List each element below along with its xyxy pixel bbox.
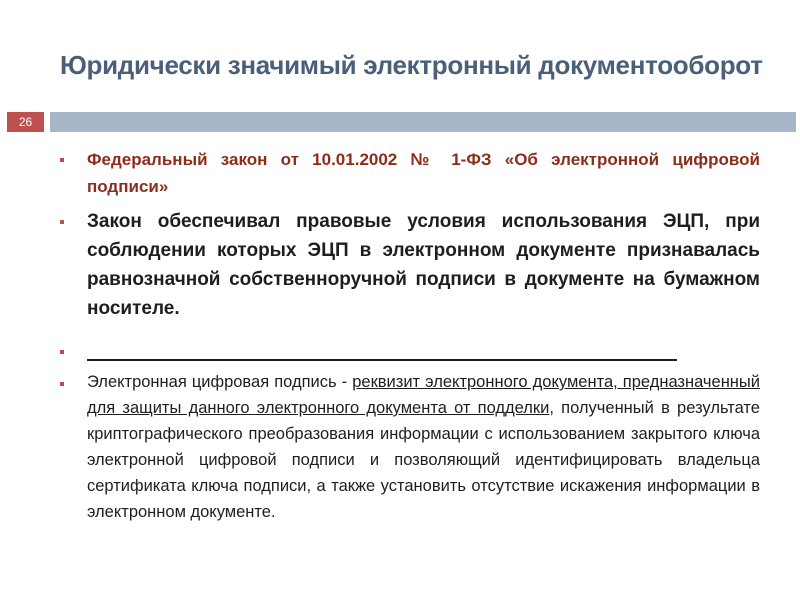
provision-text: Закон обеспечивал правовые условия использования ЭЦП, при соблюдении которых ЭЦП в электронном документе признавалась равнозначной собственноручной подписи в документе на бумажном носителе. bbox=[87, 211, 760, 319]
definition-rest: , полученный в результате криптографического преобразования информации с использованием закрытого ключа электронной цифровой подписи и позволяющий идентифицировать владельца сертификата ключа подписи, а также установить отсутствие искажения информации в электронном документе. bbox=[87, 399, 760, 521]
title-divider-bar bbox=[50, 112, 796, 132]
bullet-icon bbox=[60, 350, 64, 354]
bullet-icon bbox=[60, 220, 64, 224]
law-text: Федеральный закон от 10.01.2002 № 1-ФЗ «Об электронной цифровой подписи» bbox=[87, 150, 760, 196]
definition-lead: Электронная цифровая подпись - bbox=[87, 373, 353, 391]
slide-title: Юридически значимый электронный документооборот bbox=[60, 50, 763, 80]
bullet-icon bbox=[60, 382, 64, 386]
list-item-provision bbox=[60, 207, 760, 323]
page-number-badge: 26 bbox=[7, 112, 44, 132]
bullet-list bbox=[60, 146, 760, 525]
list-item-law bbox=[60, 146, 760, 200]
list-item-separator bbox=[60, 337, 760, 361]
bullet-icon bbox=[60, 158, 64, 162]
separator-line bbox=[87, 345, 677, 361]
list-item-definition bbox=[60, 369, 760, 525]
definition-underlined: реквизит электронного документа, предназначенный для защиты данного электронного документа от подделки bbox=[87, 373, 760, 417]
